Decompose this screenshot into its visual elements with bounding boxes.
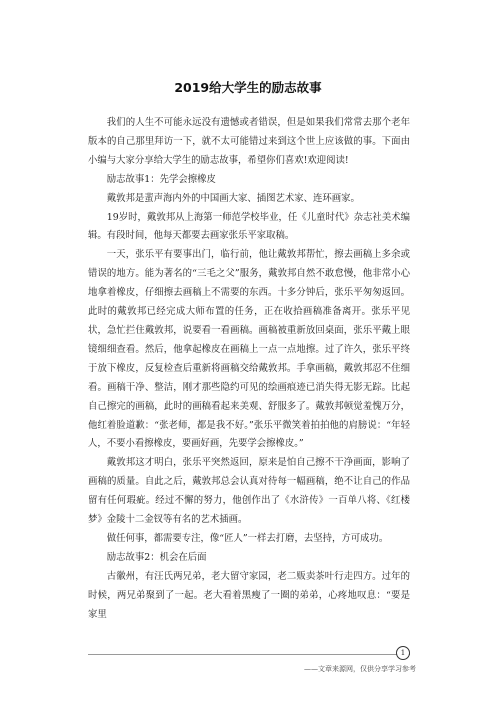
- page-footer: [0, 649, 496, 678]
- document-title: 2019给大学生的励志故事: [174, 80, 322, 95]
- page-number: 1: [396, 646, 410, 660]
- footer-divider: [88, 654, 410, 655]
- paragraph: 一天，张乐平有要事出门，临行前，他让戴敦邦帮忙，擦去画稿上多余或错误的地方。能为著名的“三毛之父”服务，戴敦邦自然不敢怠慢，他非常小心地拿着橡皮，仔细擦去画稿上不需要的东西。十多分钟后，张乐平匆匆返回。此时的戴敦邦已经完成大师布置的任务，正在收拾画稿准备离开。张乐平见状，急忙拦住戴敦邦，说要看一看画稿。画稿被重新放回桌面，张乐平戴上眼镜细细查看。然后，他拿起橡皮在画稿上一点一点地擦。过了许久，张乐平终于放下橡皮，反复检查后重新将画稿交给戴敦邦。手拿画稿，戴敦邦忍不住细看。画稿干净、整洁，刚才那些隐约可见的绘画痕迹已消失得无影无踪。比起自己擦完的画稿，此时的画稿看起来美观、舒服多了。戴敦邦顿觉羞愧万分，他红着脸道歉：“张老师，都是我不好。”张乐平微笑着拍拍他的肩膀说：“年轻人，不要小看擦橡皮，要画好画，先要学会擦橡皮。”: [88, 249, 410, 450]
- paragraph: 戴敦邦是蜚声海内外的中国画大家、插图艺术家、连环画家。: [106, 192, 360, 204]
- paragraph: 19岁时，戴敦邦从上海第一师范学校毕业，任《儿童时代》杂志社美术编辑。有段时间，他每天都要去画家张乐平家取稿。: [88, 211, 410, 242]
- paragraph: 古徽州，有汪氏两兄弟，老大留守家园，老二贩卖茶叶行走四方。过年的时候，两兄弟聚到了一起。老大看着黑瘦了一圈的弟弟，心疼地叹息：“要是家里: [88, 570, 410, 620]
- document-body: [88, 114, 410, 624]
- section-heading: 励志故事2：机会在后面: [106, 551, 207, 563]
- paragraph: 做任何事，都需要专注，像“匠人”一样去打磨，去坚持，方可成功。: [106, 532, 389, 544]
- paragraph: 我们的人生不可能永远没有遗憾或者错误，但是如果我们常常去那个老年版本的自己那里拜访一下，就不太可能错过来到这个世上应该做的事。下面由小编与大家分享给大学生的励志故事，希望你们喜欢!欢迎阅读!: [88, 117, 410, 166]
- section-heading: 励志故事1：先学会擦橡皮: [106, 173, 216, 185]
- footer-note: ——文章来源网，仅供分享学习参考: [304, 665, 416, 673]
- paragraph: 戴敦邦这才明白，张乐平突然返回，原来是怕自己擦不干净画面，影响了画稿的质量。自此之后，戴敦邦总会认真对待每一幅画稿，绝不让自己的作品留有任何瑕疵。经过不懈的努力，他创作出了《水浒传》一百单八将、《红楼梦》金陵十二金钗等有名的艺术插画。: [88, 457, 410, 526]
